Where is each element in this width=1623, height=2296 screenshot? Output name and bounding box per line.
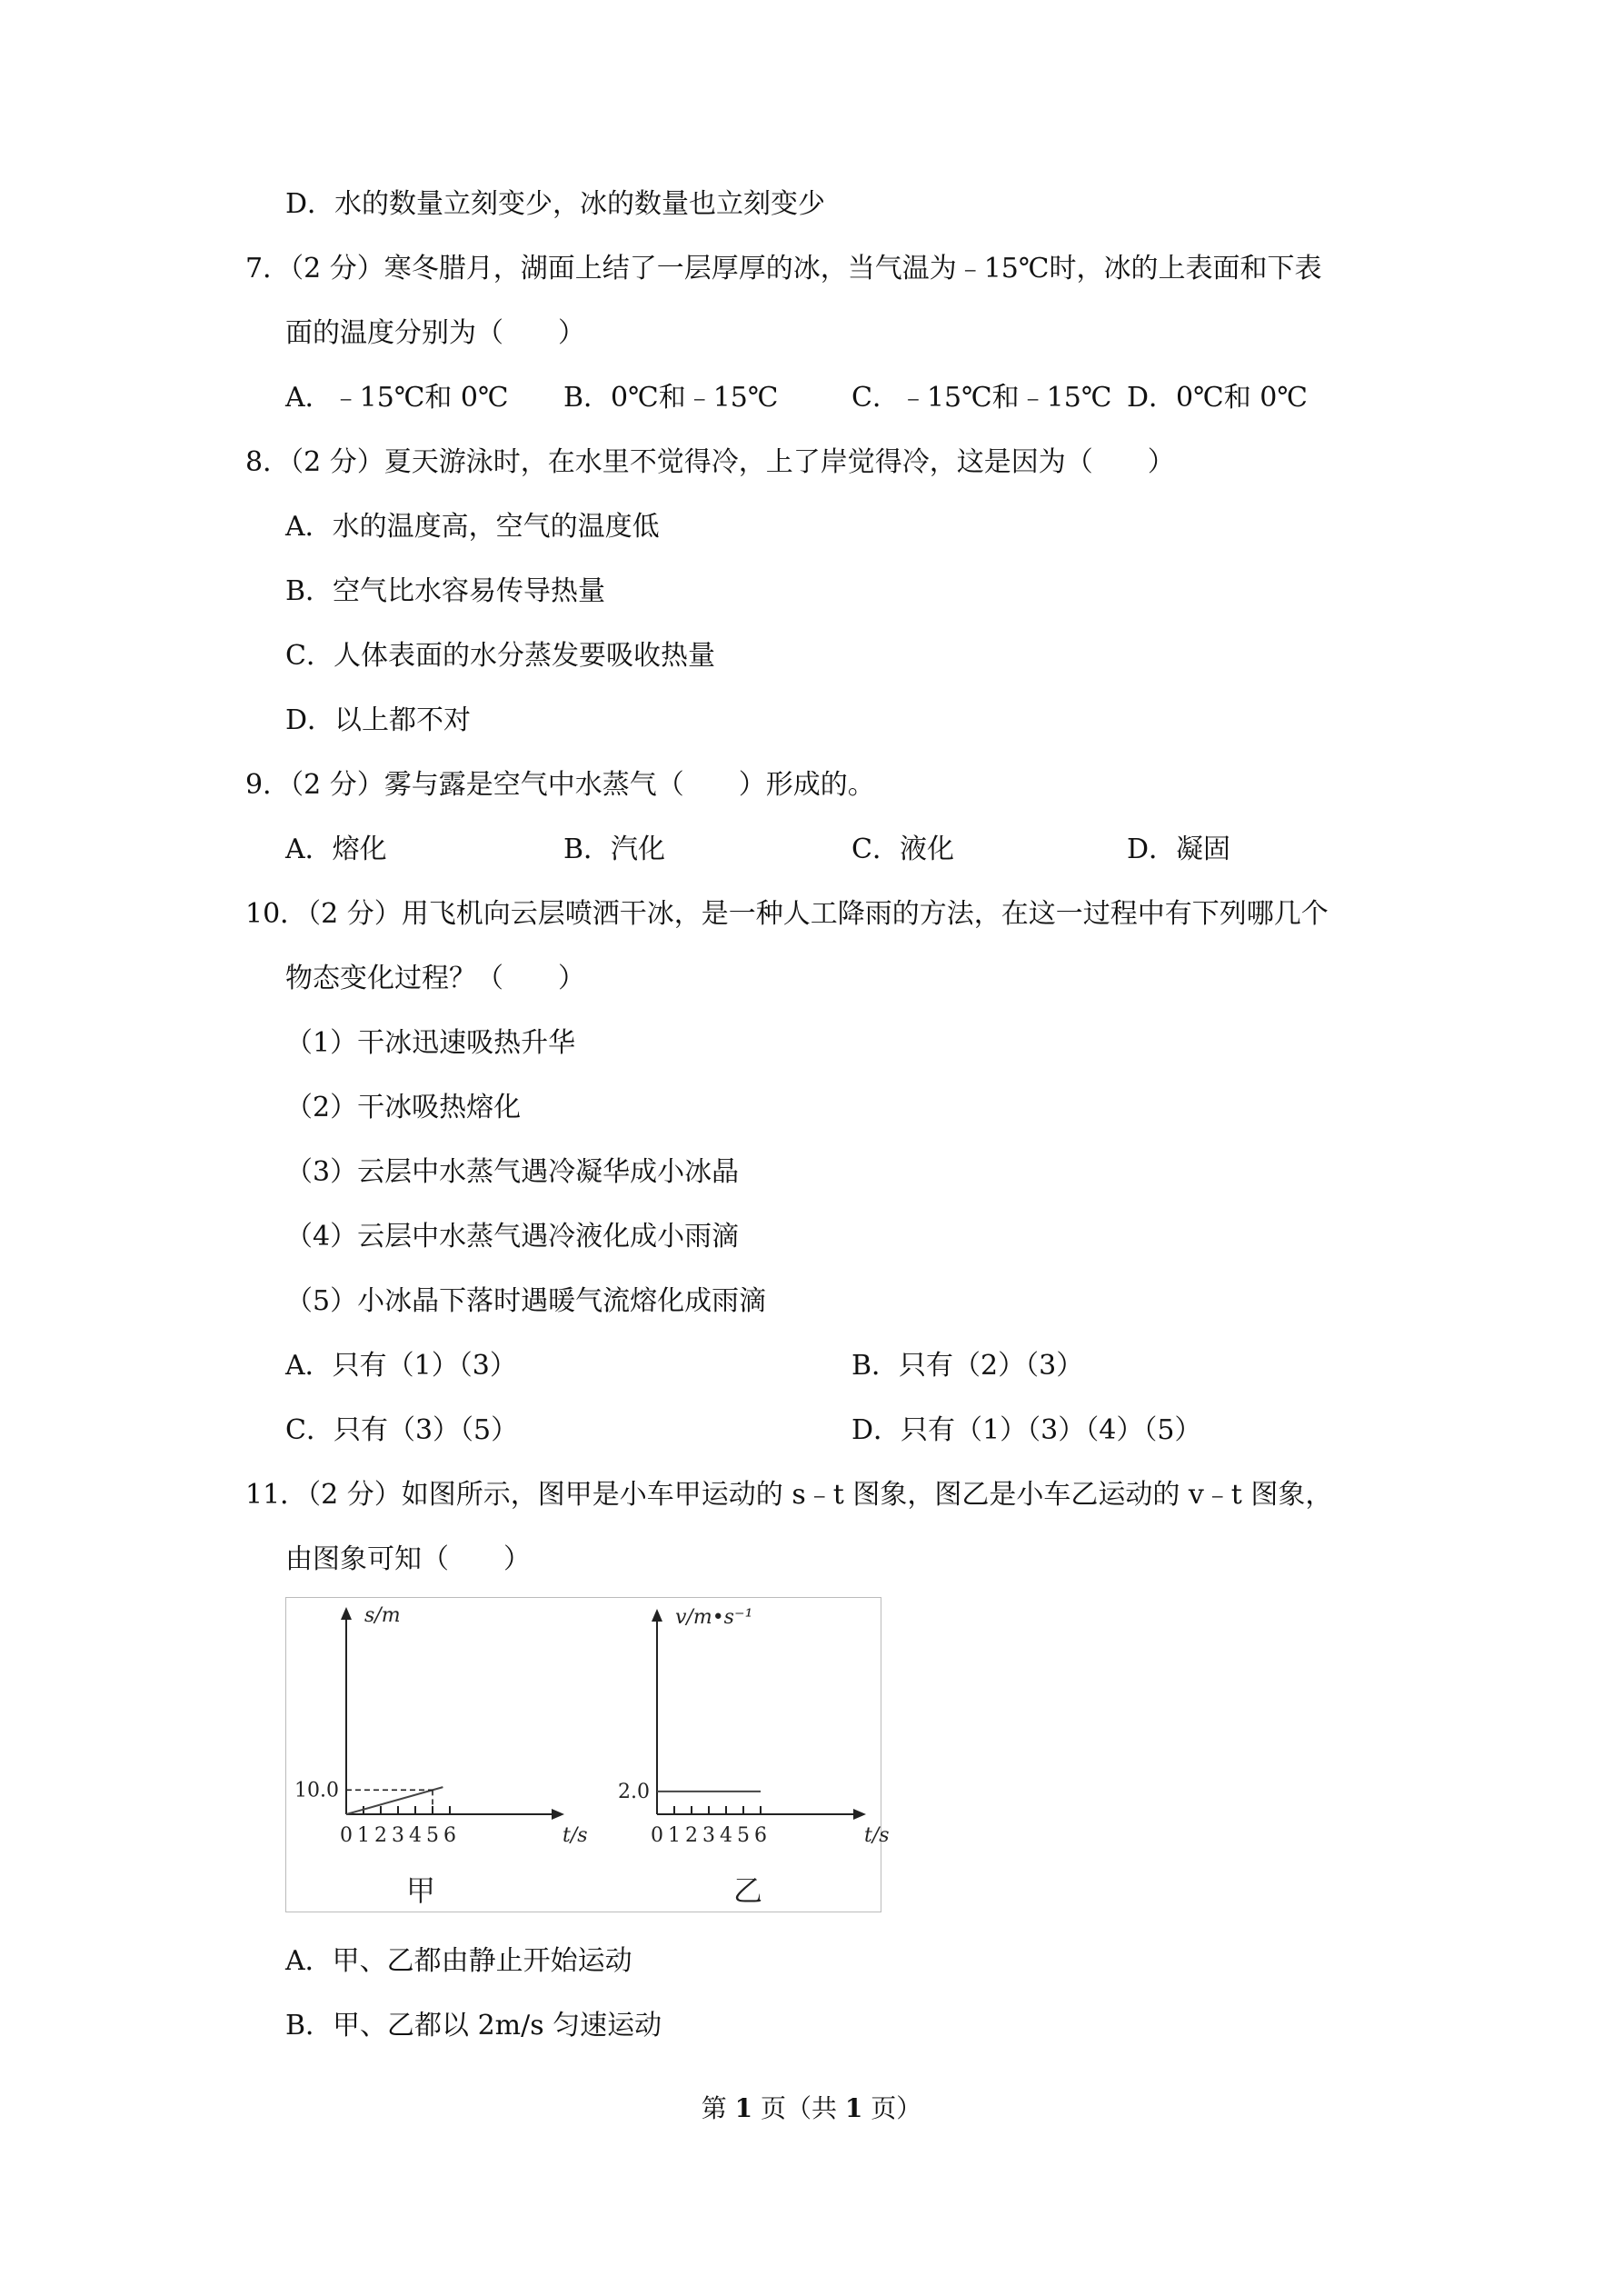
footer-text-post: 页） <box>862 2093 922 2123</box>
chart-yi-x-tick-label: 1 <box>668 1824 681 1847</box>
chart-jia-caption: 甲 <box>405 1873 436 1908</box>
footer-total-pages: 1 <box>844 2093 863 2123</box>
footer-page-number: 1 <box>734 2093 753 2123</box>
chart-yi-x-axis-label: t/s <box>864 1824 890 1847</box>
q10-statement-2: （2）干冰吸热熔化 <box>285 1092 522 1123</box>
q6-option-d: D．水的数量立刻变少，冰的数量也立刻变少 <box>285 188 826 220</box>
chart-jia-x-axis-label: t/s <box>563 1824 588 1847</box>
chart-yi-y-axis-label: v/m•s⁻¹ <box>675 1606 753 1629</box>
chart-yi-caption: 乙 <box>732 1873 763 1908</box>
q10-option-c: C．只有（3）（5） <box>285 1414 519 1446</box>
q9-option-c: C．液化 <box>851 834 954 865</box>
chart-jia-y-arrow <box>341 1607 352 1620</box>
chart-jia-y-tick-label: 10.0 <box>294 1779 339 1802</box>
q10-stem-line2: 物态变化过程？（ ） <box>285 963 585 994</box>
q10-statement-5: （5）小冰晶下落时遇暖气流熔化成雨滴 <box>285 1285 767 1317</box>
chart-jia-x-tick-label: 0 <box>340 1824 353 1847</box>
q7-stem-line2: 面的温度分别为（ ） <box>285 317 585 349</box>
chart-yi-x-tick-label: 5 <box>737 1824 750 1847</box>
q8-option-b: B．空气比水容易传导热量 <box>285 575 606 607</box>
q9-option-a: A．熔化 <box>285 834 387 865</box>
chart-yi-x-tick-label: 6 <box>754 1824 767 1847</box>
q10-option-d: D．只有（1）（3）（4）（5） <box>851 1414 1202 1446</box>
q7-option-b: B．0℃和﹣15℃ <box>563 382 779 414</box>
q7-stem-line1: 7．（2 分）寒冬腊月，湖面上结了一层厚厚的冰，当气温为﹣15℃时，冰的上表面和下表 <box>245 253 1322 285</box>
chart-jia-x-tick-label: 1 <box>357 1824 370 1847</box>
q8-option-c: C．人体表面的水分蒸发要吸收热量 <box>285 640 715 672</box>
footer-text-pre: 第 <box>701 2093 735 2123</box>
chart-yi-x-arrow <box>853 1809 866 1820</box>
q11-option-b: B．甲、乙都以 2m/s 匀速运动 <box>285 2010 662 2041</box>
footer-text-mid: 页（共 <box>752 2093 845 2123</box>
q11-stem-line1: 11．（2 分）如图所示，图甲是小车甲运动的 s﹣t 图象，图乙是小车乙运动的 v﹣t 图象， <box>245 1479 1333 1511</box>
q11-figure-graphs <box>286 1598 890 1912</box>
q10-option-a: A．只有（1）（3） <box>285 1350 517 1382</box>
chart-yi-x-tick-label: 4 <box>720 1824 732 1847</box>
chart-jia-x-tick-label: 2 <box>374 1824 387 1847</box>
q9-stem: 9．（2 分）雾与露是空气中水蒸气（ ）形成的。 <box>245 769 875 801</box>
q10-statement-4: （4）云层中水蒸气遇冷液化成小雨滴 <box>285 1221 740 1253</box>
q11-option-a: A．甲、乙都由静止开始运动 <box>285 1945 632 1977</box>
q7-option-a: A．﹣15℃和 0℃ <box>285 382 509 414</box>
chart-yi-y-tick-label: 2.0 <box>618 1780 650 1803</box>
q10-statement-3: （3）云层中水蒸气遇冷凝华成小冰晶 <box>285 1156 740 1188</box>
chart-yi-x-tick-label: 2 <box>685 1824 698 1847</box>
q9-option-d: D．凝固 <box>1127 834 1231 865</box>
chart-jia-y-axis-label: s/m <box>364 1604 401 1627</box>
q9-option-b: B．汽化 <box>563 834 666 865</box>
chart-yi-x-tick-label: 0 <box>651 1824 663 1847</box>
q8-option-a: A．水的温度高，空气的温度低 <box>285 511 660 543</box>
q10-stem-line1: 10．（2 分）用飞机向云层喷洒干冰，是一种人工降雨的方法，在这一过程中有下列哪几个 <box>245 898 1329 930</box>
chart-yi-x-tick-label: 3 <box>702 1824 715 1847</box>
q8-option-d: D．以上都不对 <box>285 704 472 736</box>
q10-statement-1: （1）干冰迅速吸热升华 <box>285 1027 576 1059</box>
chart-jia-x-tick-label: 4 <box>409 1824 422 1847</box>
q10-option-b: B．只有（2）（3） <box>851 1350 1084 1382</box>
q8-stem: 8．（2 分）夏天游泳时，在水里不觉得冷，上了岸觉得冷，这是因为（ ） <box>245 446 1175 478</box>
q7-option-d: D．0℃和 0℃ <box>1127 382 1308 414</box>
chart-jia-x-tick-label: 5 <box>426 1824 439 1847</box>
q11-stem-line2: 由图象可知（ ） <box>285 1543 531 1575</box>
q7-option-c: C．﹣15℃和﹣15℃ <box>851 382 1112 414</box>
chart-jia-x-tick-label: 3 <box>392 1824 404 1847</box>
q11-figure <box>285 1597 890 1912</box>
chart-yi-y-arrow <box>652 1609 662 1622</box>
chart-jia-series-line <box>346 1787 443 1814</box>
page-footer <box>0 2091 1623 2127</box>
chart-jia-x-tick-label: 6 <box>443 1824 456 1847</box>
chart-jia-x-arrow <box>552 1809 564 1820</box>
